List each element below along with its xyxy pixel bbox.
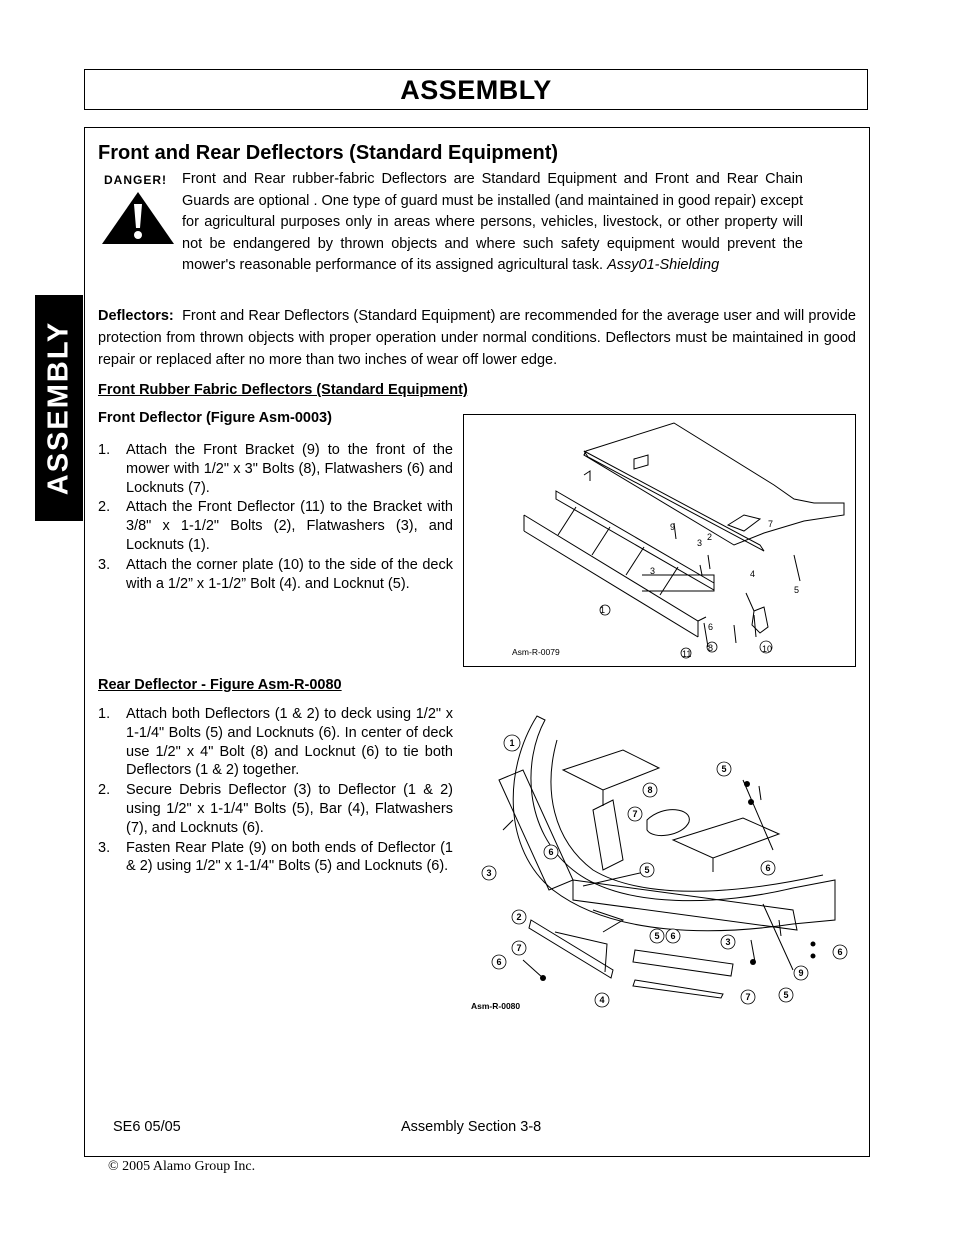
callout-6b: 6 (765, 863, 771, 873)
rear-steps-list (98, 705, 453, 877)
callout-5c: 5 (654, 931, 660, 941)
callout-4: 4 (750, 569, 756, 579)
callout-7b: 7 (516, 943, 522, 953)
rear-deflector-drawing (463, 710, 856, 1020)
side-tab (35, 295, 83, 521)
callout-7a: 7 (632, 809, 638, 819)
warning-triangle-icon (100, 190, 176, 246)
danger-label: DANGER! (104, 173, 167, 187)
callout-6e: 6 (496, 957, 502, 967)
callout-3a: 3 (697, 538, 703, 548)
copyright: © 2005 Alamo Group Inc. (108, 1159, 256, 1174)
rear-section-heading: Rear Deflector - Figure Asm-R-0080 (98, 677, 342, 693)
front-subheading: Front Deflector (Figure Asm-0003) (98, 410, 332, 426)
front-section-heading: Front Rubber Fabric Deflectors (Standard Equipment) (98, 382, 468, 398)
callout-5: 5 (794, 585, 800, 595)
page-header-title: ASSEMBLY (400, 75, 552, 105)
callout-5a: 5 (721, 764, 727, 774)
front-deflector-figure (463, 414, 856, 667)
list-item: 1. Attach the Front Bracket (9) to the front of the mower with 1/2" x 3" Bolts (8), Flatwashers (6) and Locknuts (7). (98, 442, 453, 496)
callout-8: 8 (708, 643, 714, 653)
footer-doc-id: SE6 05/05 (113, 1119, 181, 1135)
rear-deflector-figure (463, 710, 856, 1020)
section-title: Front and Rear Deflectors (Standard Equipment) (98, 142, 559, 164)
callout-5d: 5 (783, 990, 789, 1000)
deflectors-lead: Deflectors: (98, 308, 174, 324)
callout-4: 4 (599, 995, 605, 1005)
danger-ref: Assy01-Shielding (607, 257, 720, 274)
front-steps-list (98, 441, 453, 594)
callout-9: 9 (670, 522, 676, 532)
deflectors-text: Front and Rear Deflectors (Standard Equipment) are recommended for the average user and will provide protection from thrown objects with proper operation under normal conditions. Deflectors must be maintained in good repair or replaced after no more than two inches of wear off lower edge. (98, 308, 856, 368)
deflectors-paragraph (98, 305, 856, 371)
callout-1: 1 (600, 605, 606, 615)
callout-2: 2 (516, 912, 522, 922)
figure-caption: Asm-R-0079 (512, 647, 560, 657)
danger-body: Front and Rear rubber-fabric Deflectors are Standard Equipment and Front and Rear Chain Guards are optional . One type of guard must be installed (and maintained in good repair) except for agricultural purposes only in areas where persons, vehicles, livestock, or other property will not be endangered by thrown objects and where such safety equipment would prevent the mower's reasonable performance of its assigned agricultural task. (182, 171, 803, 274)
callout-9: 9 (798, 968, 804, 978)
front-deflector-drawing (464, 415, 855, 666)
callout-3b: 3 (725, 937, 731, 947)
list-item: 2. Attach the Front Deflector (11) to the Bracket with 3/8" x 1-1/2" Bolts (2), Flatwashers (3), and Locknuts (1). (98, 499, 453, 553)
callout-1: 1 (509, 738, 515, 748)
callout-6a: 6 (548, 847, 554, 857)
callout-8: 8 (647, 785, 653, 795)
callout-7c: 7 (745, 992, 751, 1002)
callout-5b: 5 (644, 865, 650, 875)
side-tab-label: ASSEMBLY (42, 320, 75, 496)
figure-caption: Asm-R-0080 (471, 1001, 521, 1011)
callout-11: 11 (682, 649, 692, 659)
footer-section: Assembly Section 3-8 (401, 1119, 542, 1135)
list-item: 3. Fasten Rear Plate (9) on both ends of Deflector (1 & 2) using 1/2" x 1-1/4" Bolts (5) and Locknuts (6). (98, 839, 453, 875)
list-item: 3. Attach the corner plate (10) to the side of the deck with a 1/2” x 1-1/2” Bolt (4). and Locknut (5). (98, 556, 453, 592)
callout-6d: 6 (837, 947, 843, 957)
page-header-box (84, 69, 868, 110)
callout-7: 7 (768, 519, 774, 529)
list-item: 1. Attach both Deflectors (1 & 2) to deck using 1/2" x 1-1/4" Bolts (5) and Locknuts (6). In center of deck use 1/2" x 4" Bolt (8) and Locknut (6) to tie both Deflectors (1 & 2) together. (98, 706, 453, 779)
callout-3a: 3 (486, 868, 492, 878)
callout-6: 6 (708, 622, 714, 632)
callout-2: 2 (707, 532, 713, 542)
callout-3b: 3 (650, 566, 656, 576)
danger-text (182, 169, 803, 277)
callout-10: 10 (762, 644, 773, 654)
callout-6c: 6 (670, 931, 676, 941)
list-item: 2. Secure Debris Deflector (3) to Deflector (1 & 2) using 1/2" x 1-1/4" Bolts (5), Bar (4), Flatwashers (7), and Locknuts (6). (98, 782, 453, 836)
